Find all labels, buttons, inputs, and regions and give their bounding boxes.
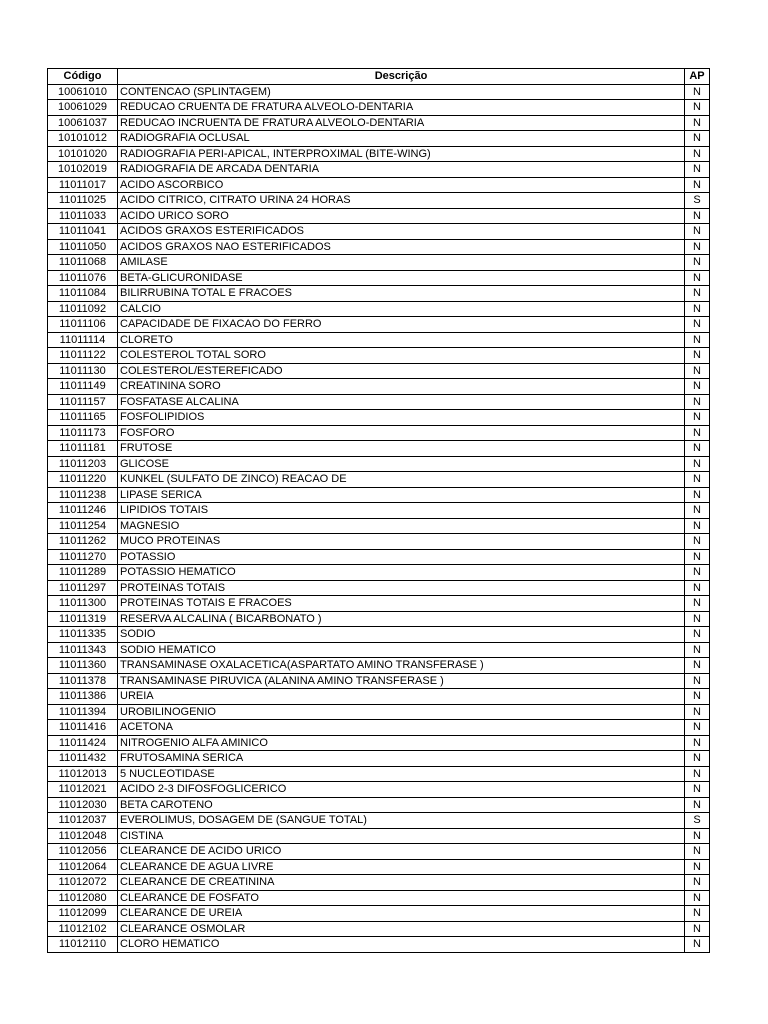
row-description-cell: CLEARANCE DE UREIA (118, 906, 685, 922)
row-ap-cell: N (685, 704, 710, 720)
row-code-cell: 10061010 (48, 84, 118, 100)
row-code-cell: 11011424 (48, 735, 118, 751)
row-code-cell: 11011130 (48, 363, 118, 379)
table-row (48, 410, 710, 426)
row-code-cell: 11011378 (48, 673, 118, 689)
row-ap-cell: N (685, 735, 710, 751)
table-row (48, 735, 710, 751)
row-code-cell: 11011033 (48, 208, 118, 224)
table-row (48, 813, 710, 829)
row-description-cell: ACETONA (118, 720, 685, 736)
row-code-cell: 11011203 (48, 456, 118, 472)
row-code-cell: 11011246 (48, 503, 118, 519)
row-description-cell: RESERVA ALCALINA ( BICARBONATO ) (118, 611, 685, 627)
table-row (48, 425, 710, 441)
row-code-cell: 11011220 (48, 472, 118, 488)
row-code-cell: 11011114 (48, 332, 118, 348)
row-description-cell: ACIDO URICO SORO (118, 208, 685, 224)
row-description-cell: AMILASE (118, 255, 685, 271)
row-ap-cell: N (685, 84, 710, 100)
row-description-cell: BILIRRUBINA TOTAL E FRACOES (118, 286, 685, 302)
row-code-cell: 11011076 (48, 270, 118, 286)
row-description-cell: CLEARANCE DE CREATININA (118, 875, 685, 891)
row-description-cell: NITROGENIO ALFA AMINICO (118, 735, 685, 751)
table-row (48, 859, 710, 875)
table-row (48, 162, 710, 178)
row-description-cell: TRANSAMINASE OXALACETICA(ASPARTATO AMINO TRANSFERASE ) (118, 658, 685, 674)
table-row (48, 518, 710, 534)
row-ap-cell: N (685, 410, 710, 426)
table-row (48, 100, 710, 116)
row-ap-cell: N (685, 642, 710, 658)
table-row (48, 828, 710, 844)
row-description-cell: CLEARANCE DE AGUA LIVRE (118, 859, 685, 875)
row-ap-cell: N (685, 332, 710, 348)
row-ap-cell: N (685, 828, 710, 844)
row-description-cell: RADIOGRAFIA OCLUSAL (118, 131, 685, 147)
row-description-cell: TRANSAMINASE PIRUVICA (ALANINA AMINO TRANSFERASE ) (118, 673, 685, 689)
row-code-cell: 11011394 (48, 704, 118, 720)
row-description-cell: EVEROLIMUS, DOSAGEM DE (SANGUE TOTAL) (118, 813, 685, 829)
row-description-cell: FRUTOSE (118, 441, 685, 457)
row-ap-cell: N (685, 658, 710, 674)
table-row (48, 224, 710, 240)
row-code-cell: 10102019 (48, 162, 118, 178)
row-code-cell: 11011173 (48, 425, 118, 441)
table-row (48, 689, 710, 705)
row-description-cell: POTASSIO (118, 549, 685, 565)
row-code-cell: 11012099 (48, 906, 118, 922)
row-code-cell: 11012064 (48, 859, 118, 875)
row-code-cell: 10101012 (48, 131, 118, 147)
row-description-cell: REDUCAO INCRUENTA DE FRATURA ALVEOLO-DENTARIA (118, 115, 685, 131)
table-row (48, 363, 710, 379)
table-row (48, 611, 710, 627)
row-ap-cell: N (685, 363, 710, 379)
row-code-cell: 11011416 (48, 720, 118, 736)
row-code-cell: 11011050 (48, 239, 118, 255)
row-description-cell: RADIOGRAFIA DE ARCADA DENTARIA (118, 162, 685, 178)
row-description-cell: ACIDO ASCORBICO (118, 177, 685, 193)
row-ap-cell: N (685, 518, 710, 534)
row-description-cell: LIPIDIOS TOTAIS (118, 503, 685, 519)
row-ap-cell: N (685, 565, 710, 581)
row-code-cell: 11011041 (48, 224, 118, 240)
row-description-cell: UREIA (118, 689, 685, 705)
row-description-cell: CLEARANCE OSMOLAR (118, 921, 685, 937)
table-row (48, 131, 710, 147)
row-ap-cell: N (685, 503, 710, 519)
row-code-cell: 11011149 (48, 379, 118, 395)
row-code-cell: 11012080 (48, 890, 118, 906)
row-ap-cell: N (685, 875, 710, 891)
row-code-cell: 11012030 (48, 797, 118, 813)
table-row (48, 704, 710, 720)
table-row (48, 441, 710, 457)
row-code-cell: 11012056 (48, 844, 118, 860)
row-ap-cell: S (685, 193, 710, 209)
table-row (48, 565, 710, 581)
table-row (48, 456, 710, 472)
row-ap-cell: N (685, 115, 710, 131)
table-row (48, 332, 710, 348)
table-row (48, 766, 710, 782)
table-row (48, 658, 710, 674)
table-row (48, 177, 710, 193)
row-code-cell: 11012037 (48, 813, 118, 829)
row-ap-cell: N (685, 208, 710, 224)
table-row (48, 580, 710, 596)
row-code-cell: 11011068 (48, 255, 118, 271)
row-description-cell: SODIO HEMATICO (118, 642, 685, 658)
row-ap-cell: N (685, 844, 710, 860)
row-description-cell: LIPASE SERICA (118, 487, 685, 503)
row-description-cell: REDUCAO CRUENTA DE FRATURA ALVEOLO-DENTARIA (118, 100, 685, 116)
row-description-cell: ACIDO CITRICO, CITRATO URINA 24 HORAS (118, 193, 685, 209)
table-row (48, 317, 710, 333)
table-row (48, 239, 710, 255)
row-ap-cell: N (685, 301, 710, 317)
row-ap-cell: N (685, 921, 710, 937)
row-ap-cell: N (685, 425, 710, 441)
row-description-cell: CAPACIDADE DE FIXACAO DO FERRO (118, 317, 685, 333)
table-row (48, 937, 710, 953)
row-code-cell: 11011319 (48, 611, 118, 627)
row-code-cell: 11011092 (48, 301, 118, 317)
row-description-cell: GLICOSE (118, 456, 685, 472)
row-code-cell: 11012110 (48, 937, 118, 953)
row-code-cell: 11011386 (48, 689, 118, 705)
row-code-cell: 11011025 (48, 193, 118, 209)
table-body (48, 84, 710, 952)
row-code-cell: 11011157 (48, 394, 118, 410)
row-description-cell: UROBILINOGENIO (118, 704, 685, 720)
row-description-cell: MAGNESIO (118, 518, 685, 534)
row-ap-cell: N (685, 441, 710, 457)
row-ap-cell: N (685, 162, 710, 178)
row-ap-cell: N (685, 596, 710, 612)
row-ap-cell: N (685, 689, 710, 705)
row-code-cell: 11011084 (48, 286, 118, 302)
row-ap-cell: N (685, 782, 710, 798)
row-ap-cell: N (685, 534, 710, 550)
row-code-cell: 11011262 (48, 534, 118, 550)
row-code-cell: 11011017 (48, 177, 118, 193)
table-row (48, 906, 710, 922)
table-row (48, 394, 710, 410)
row-ap-cell: N (685, 751, 710, 767)
row-description-cell: CLORO HEMATICO (118, 937, 685, 953)
row-code-cell: 10061037 (48, 115, 118, 131)
row-ap-cell: N (685, 100, 710, 116)
table-row (48, 301, 710, 317)
row-ap-cell: N (685, 224, 710, 240)
column-header-code: Código (48, 69, 118, 85)
row-description-cell: PROTEINAS TOTAIS (118, 580, 685, 596)
row-ap-cell: N (685, 239, 710, 255)
row-description-cell: FOSFORO (118, 425, 685, 441)
table-row (48, 596, 710, 612)
row-description-cell: ACIDO 2-3 DIFOSFOGLICERICO (118, 782, 685, 798)
table-row (48, 270, 710, 286)
row-code-cell: 11011106 (48, 317, 118, 333)
row-ap-cell: N (685, 286, 710, 302)
table-row (48, 890, 710, 906)
row-description-cell: CREATININA SORO (118, 379, 685, 395)
table-row (48, 503, 710, 519)
row-code-cell: 11012072 (48, 875, 118, 891)
table-row (48, 549, 710, 565)
row-description-cell: COLESTEROL/ESTEREFICADO (118, 363, 685, 379)
table-row (48, 782, 710, 798)
row-description-cell: PROTEINAS TOTAIS E FRACOES (118, 596, 685, 612)
row-code-cell: 11011122 (48, 348, 118, 364)
row-description-cell: ACIDOS GRAXOS ESTERIFICADOS (118, 224, 685, 240)
row-ap-cell: N (685, 255, 710, 271)
row-ap-cell: N (685, 859, 710, 875)
row-ap-cell: N (685, 580, 710, 596)
row-ap-cell: N (685, 472, 710, 488)
row-ap-cell: N (685, 348, 710, 364)
table-row (48, 673, 710, 689)
row-ap-cell: N (685, 797, 710, 813)
row-code-cell: 10101020 (48, 146, 118, 162)
row-code-cell: 11011300 (48, 596, 118, 612)
row-ap-cell: N (685, 611, 710, 627)
row-description-cell: FOSFOLIPIDIOS (118, 410, 685, 426)
row-ap-cell: N (685, 177, 710, 193)
table-row (48, 472, 710, 488)
row-description-cell: 5 NUCLEOTIDASE (118, 766, 685, 782)
row-code-cell: 11011254 (48, 518, 118, 534)
row-ap-cell: N (685, 627, 710, 643)
table-row (48, 348, 710, 364)
row-description-cell: CLEARANCE DE FOSFATO (118, 890, 685, 906)
row-description-cell: BETA CAROTENO (118, 797, 685, 813)
row-description-cell: BETA-GLICURONIDASE (118, 270, 685, 286)
table-row (48, 642, 710, 658)
row-description-cell: ACIDOS GRAXOS NAO ESTERIFICADOS (118, 239, 685, 255)
table-header-row (48, 69, 710, 85)
table-row (48, 84, 710, 100)
table-row (48, 720, 710, 736)
row-code-cell: 11011297 (48, 580, 118, 596)
table-row (48, 875, 710, 891)
row-description-cell: CALCIO (118, 301, 685, 317)
row-ap-cell: N (685, 673, 710, 689)
row-code-cell: 11012013 (48, 766, 118, 782)
row-code-cell: 11011343 (48, 642, 118, 658)
row-ap-cell: N (685, 890, 710, 906)
column-header-ap: AP (685, 69, 710, 85)
row-ap-cell: N (685, 937, 710, 953)
row-description-cell: CISTINA (118, 828, 685, 844)
row-description-cell: COLESTEROL TOTAL SORO (118, 348, 685, 364)
table-row (48, 487, 710, 503)
row-code-cell: 11012021 (48, 782, 118, 798)
row-ap-cell: N (685, 270, 710, 286)
row-description-cell: CONTENCAO (SPLINTAGEM) (118, 84, 685, 100)
row-code-cell: 11011335 (48, 627, 118, 643)
table-row (48, 208, 710, 224)
row-ap-cell: N (685, 379, 710, 395)
row-description-cell: FRUTOSAMINA SERICA (118, 751, 685, 767)
row-ap-cell: N (685, 131, 710, 147)
row-description-cell: FOSFATASE ALCALINA (118, 394, 685, 410)
row-code-cell: 11011289 (48, 565, 118, 581)
table-row (48, 921, 710, 937)
table-row (48, 627, 710, 643)
row-description-cell: CLEARANCE DE ACIDO URICO (118, 844, 685, 860)
table-row (48, 844, 710, 860)
row-ap-cell: S (685, 813, 710, 829)
row-code-cell: 11011270 (48, 549, 118, 565)
procedure-table (47, 68, 710, 953)
row-code-cell: 10061029 (48, 100, 118, 116)
row-description-cell: MUCO PROTEINAS (118, 534, 685, 550)
table-row (48, 379, 710, 395)
row-description-cell: RADIOGRAFIA PERI-APICAL, INTERPROXIMAL (BITE-WING) (118, 146, 685, 162)
column-header-description: Descrição (118, 69, 685, 85)
row-description-cell: SODIO (118, 627, 685, 643)
row-ap-cell: N (685, 146, 710, 162)
table-row (48, 797, 710, 813)
row-code-cell: 11012102 (48, 921, 118, 937)
row-description-cell: KUNKEL (SULFATO DE ZINCO) REACAO DE (118, 472, 685, 488)
row-ap-cell: N (685, 456, 710, 472)
row-code-cell: 11011432 (48, 751, 118, 767)
table-row (48, 193, 710, 209)
table-row (48, 146, 710, 162)
row-ap-cell: N (685, 720, 710, 736)
row-code-cell: 11011360 (48, 658, 118, 674)
row-ap-cell: N (685, 317, 710, 333)
row-description-cell: CLORETO (118, 332, 685, 348)
table-row (48, 286, 710, 302)
row-code-cell: 11011181 (48, 441, 118, 457)
table-row (48, 751, 710, 767)
row-code-cell: 11011238 (48, 487, 118, 503)
table-row (48, 534, 710, 550)
row-code-cell: 11011165 (48, 410, 118, 426)
row-ap-cell: N (685, 766, 710, 782)
row-code-cell: 11012048 (48, 828, 118, 844)
row-ap-cell: N (685, 906, 710, 922)
row-description-cell: POTASSIO HEMATICO (118, 565, 685, 581)
row-ap-cell: N (685, 487, 710, 503)
row-ap-cell: N (685, 394, 710, 410)
table-row (48, 115, 710, 131)
table-row (48, 255, 710, 271)
row-ap-cell: N (685, 549, 710, 565)
